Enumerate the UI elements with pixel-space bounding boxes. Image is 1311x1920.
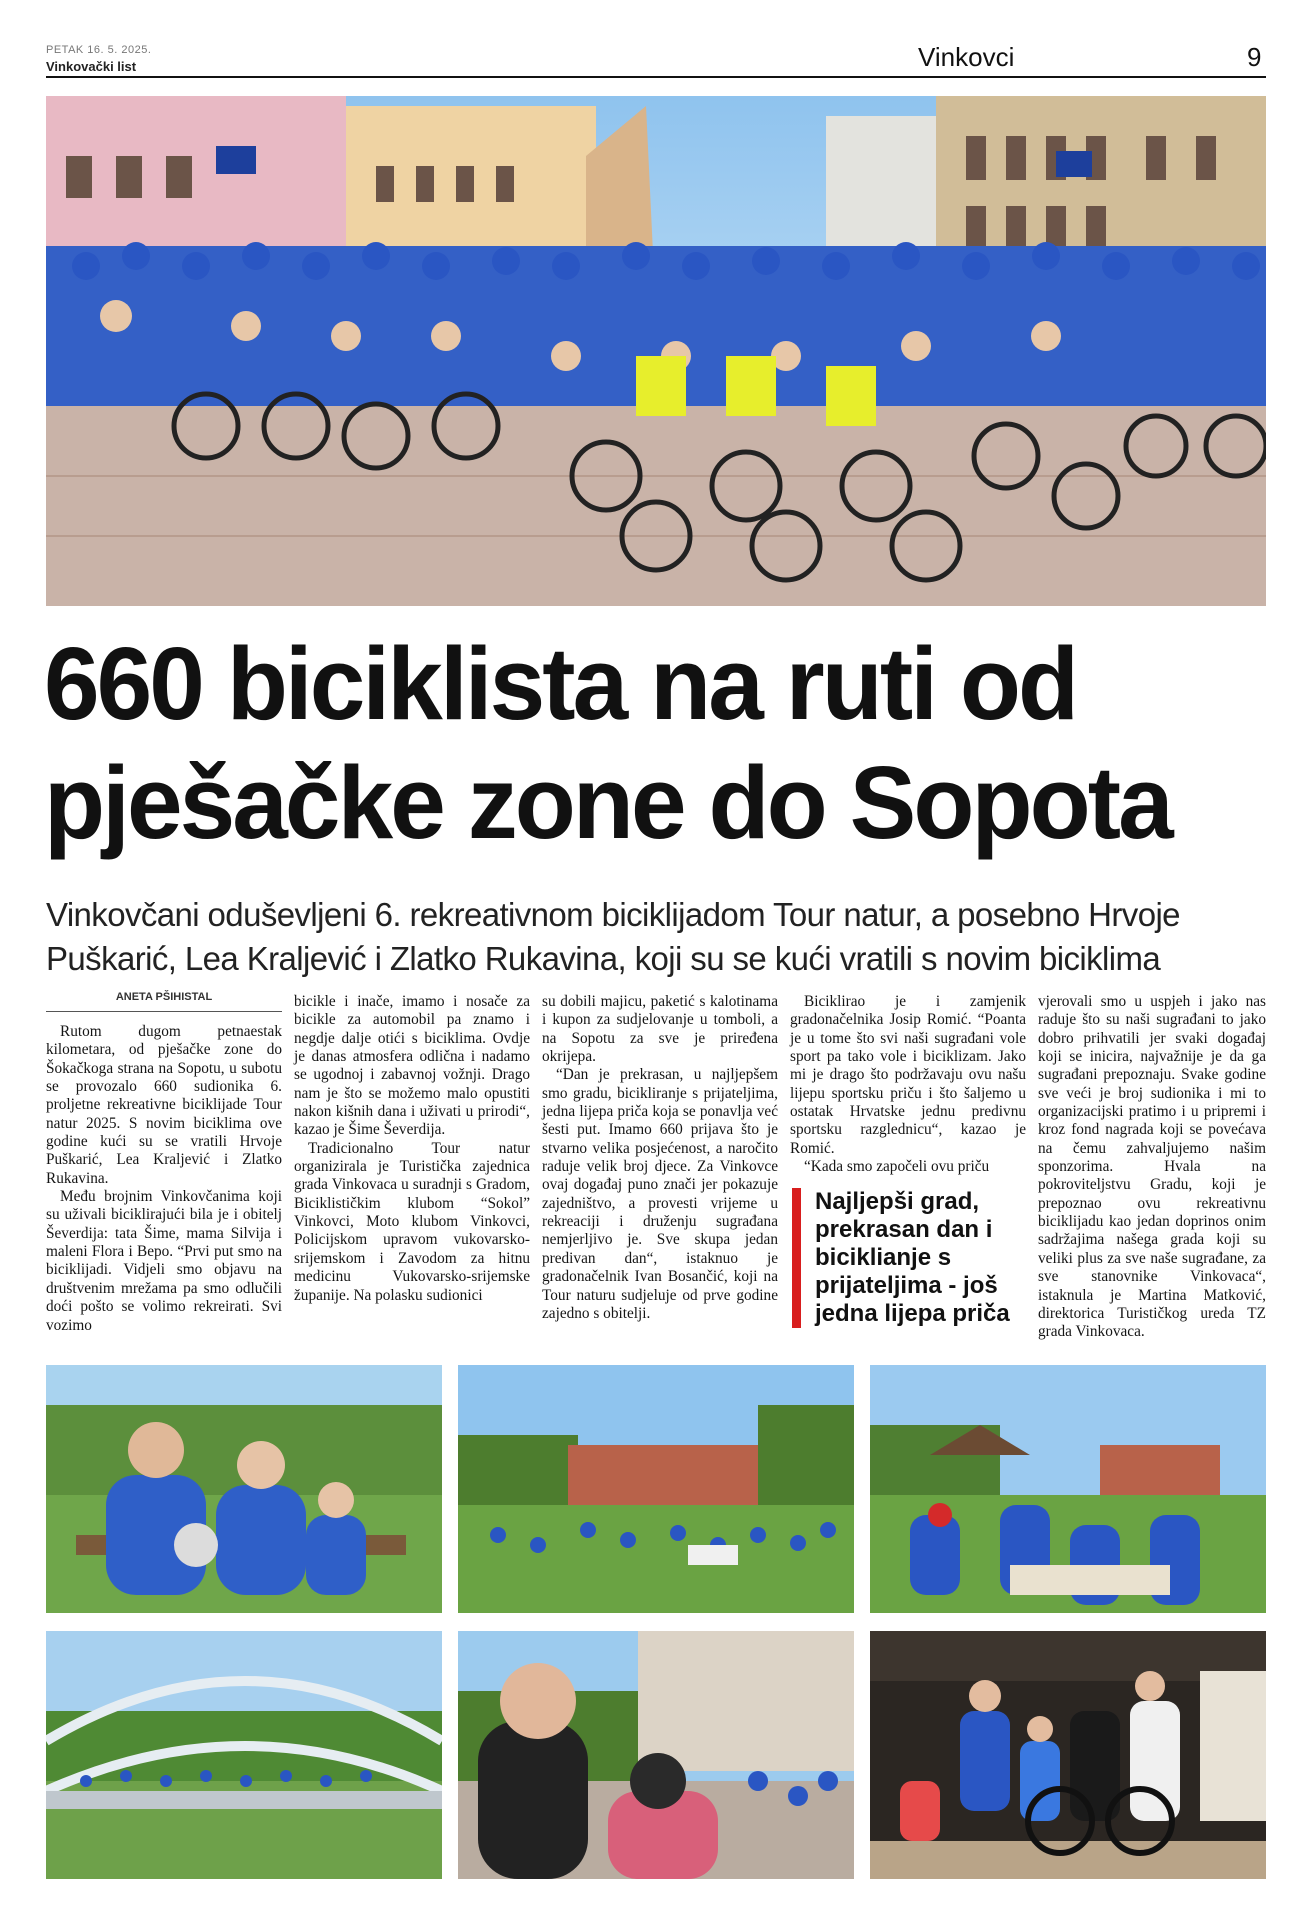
issue-date: PETAK 16. 5. 2025. — [46, 44, 152, 56]
newspaper-name: Vinkovački list — [46, 59, 137, 74]
paragraph: Među brojnim Vinkovčanima koji su uživali biciklirajući bila je i obitelj Ševerdija: tata Šime, mama Silvija i maleni Flora i Bepo. “Prvi put smo na biciklijadi. Vidjeli smo objavu na društvenim mrežama pa smo odlučili doći pošto se volimo rekreirati. Svi vozimo — [46, 1188, 282, 1334]
page-number: 9 — [1247, 42, 1262, 72]
byline-rule — [46, 1011, 282, 1012]
photo-bridge — [46, 1631, 442, 1879]
byline: ANETA PŠIHISTAL — [115, 991, 213, 1003]
pull-quote: Najljepši grad, prekrasan dan i biciklianje s prijateljima - još jedna lijepa priča — [792, 1188, 1037, 1328]
paragraph: vjerovali smo u uspjeh i jako nas raduje što su naši sugrađani to jako dobro prihvatili jer svaki događaj koji se inicira, najvažnije je da ga sugrađani prepoznaju. Svake godine sve veći je broj sudionika i mi to organizacijski pratimo i u pripremi i kroz fond nagrada koji se povećava na čemu zahvaljujemo našim sponzorima. Hvala na pokroviteljstvu Gradu, koji je prepoznao ovu rekreativnu biciklijadu kao jedan doprinos onim sadržajima našega grada koji su veliki plus za sve naše sugrađane, za sve stanovnike Vinkovaca“, istaknula je Martina Matković, direktorica Turističkog ureda TZ grada Vinkovaca. — [1038, 993, 1266, 1341]
photo-sopot-park — [458, 1365, 854, 1613]
header-rule — [46, 76, 1266, 78]
paragraph: Biciklirao je i zamjenik gradonačelnika Josip Romić. “Poanta je u tome što svi naši sugrađani vole sport pa tako vole i biciklizam. Jako mi je drago što podržavaju ovu našu lijepu sportsku priču i što šaljemo u ostatak Hrvatske jednu predivnu sportsku razglednicu“, kazao je Romić. — [790, 993, 1026, 1157]
paragraph: bicikle i inače, imamo i nosače za bicikle za automobil pa znamo i negdje dalje otići s biciklima. Ovdje je danas atmosfera odlična i nadamo se ugodnoj i zabavnoj vožnji. Drago nam je što se možemo malo opustiti nakon kišnih dana i uživati u prirodi“, kazao je Šime Ševerdija. — [294, 993, 530, 1139]
article-column-2 — [294, 993, 530, 1305]
headline — [44, 624, 1237, 863]
paragraph: Rutom dugom petnaestak kilometara, od pješačke zone do Šokačkoga strana na Sopotu, u subotu se provozalo 660 sudionika 6. proljetne rekreativne biciklijade Tour natur 2025. S novim biciklima ove godine kući su se vratili Hrvoje Puškarić, Lea Kraljević i Zlatko Rukavina. — [46, 1023, 282, 1187]
headline-line-2: pješačke zone do Sopota — [44, 745, 1171, 861]
article-column-3 — [542, 993, 778, 1323]
photo-mother-child — [458, 1631, 854, 1879]
article-column-1 — [46, 1023, 282, 1335]
article-column-5 — [1038, 993, 1266, 1342]
photo-refreshment-tables — [870, 1365, 1266, 1613]
paragraph: su dobili majicu, paketić s kalotinama i kupon za sudjelovanje u tomboli, a na Sopotu za sve je priređena okrijepa. — [542, 993, 778, 1066]
article-column-4 — [790, 993, 1026, 1176]
paragraph: Tradicionalno Tour natur organizirala je Turistička zajednica grada Vinkovaca u suradnji s Gradom, Biciklističkim klubom “Sokol” Vinkovci, Moto klubom Vinkovci, Policijskom upravom vukovarsko-srijemskom i Zavodom za hitnu medicinu Vukovarsko-srijemske županije. Na polasku sudionici — [294, 1139, 530, 1304]
main-photo-cyclists — [46, 96, 1266, 606]
photo-family-bench — [46, 1365, 442, 1613]
subheadline: Vinkovčani oduševljeni 6. rekreativnom biciklijadom Tour natur, a posebno Hrvoje Puškarić, Lea Kraljević i Zlatko Rukavina, koji su se kući vratili s novim biciklima — [46, 896, 1180, 977]
paragraph: “Kada smo započeli ovu priču — [804, 1158, 990, 1176]
photo-prize-bicycle — [870, 1631, 1266, 1879]
section-title: Vinkovci — [918, 42, 1015, 72]
paragraph: “Dan je prekrasan, u najljepšem smo gradu, bicikliranje s prijateljima, jedna lijepa priča koja se ponavlja već šesti put. Imamo 660 prijava što je stvarno velika posjećenost, a naročito raduje velik broj djece. Za Vinkovce ovaj događaj puno znači jer pokazuje zajedništvo, a provesti vrijeme u rekreaciji i druženju sugrađana nemjerljivo je. Sve skupa jedan predivan dan“, istaknuo je gradonačelnik Ivan Bosančić, koji na Tour naturu sudjeluje od prve godine zajedno s obitelji. — [542, 1066, 778, 1322]
headline-line-1: 660 biciklista na ruti od — [44, 626, 1077, 741]
